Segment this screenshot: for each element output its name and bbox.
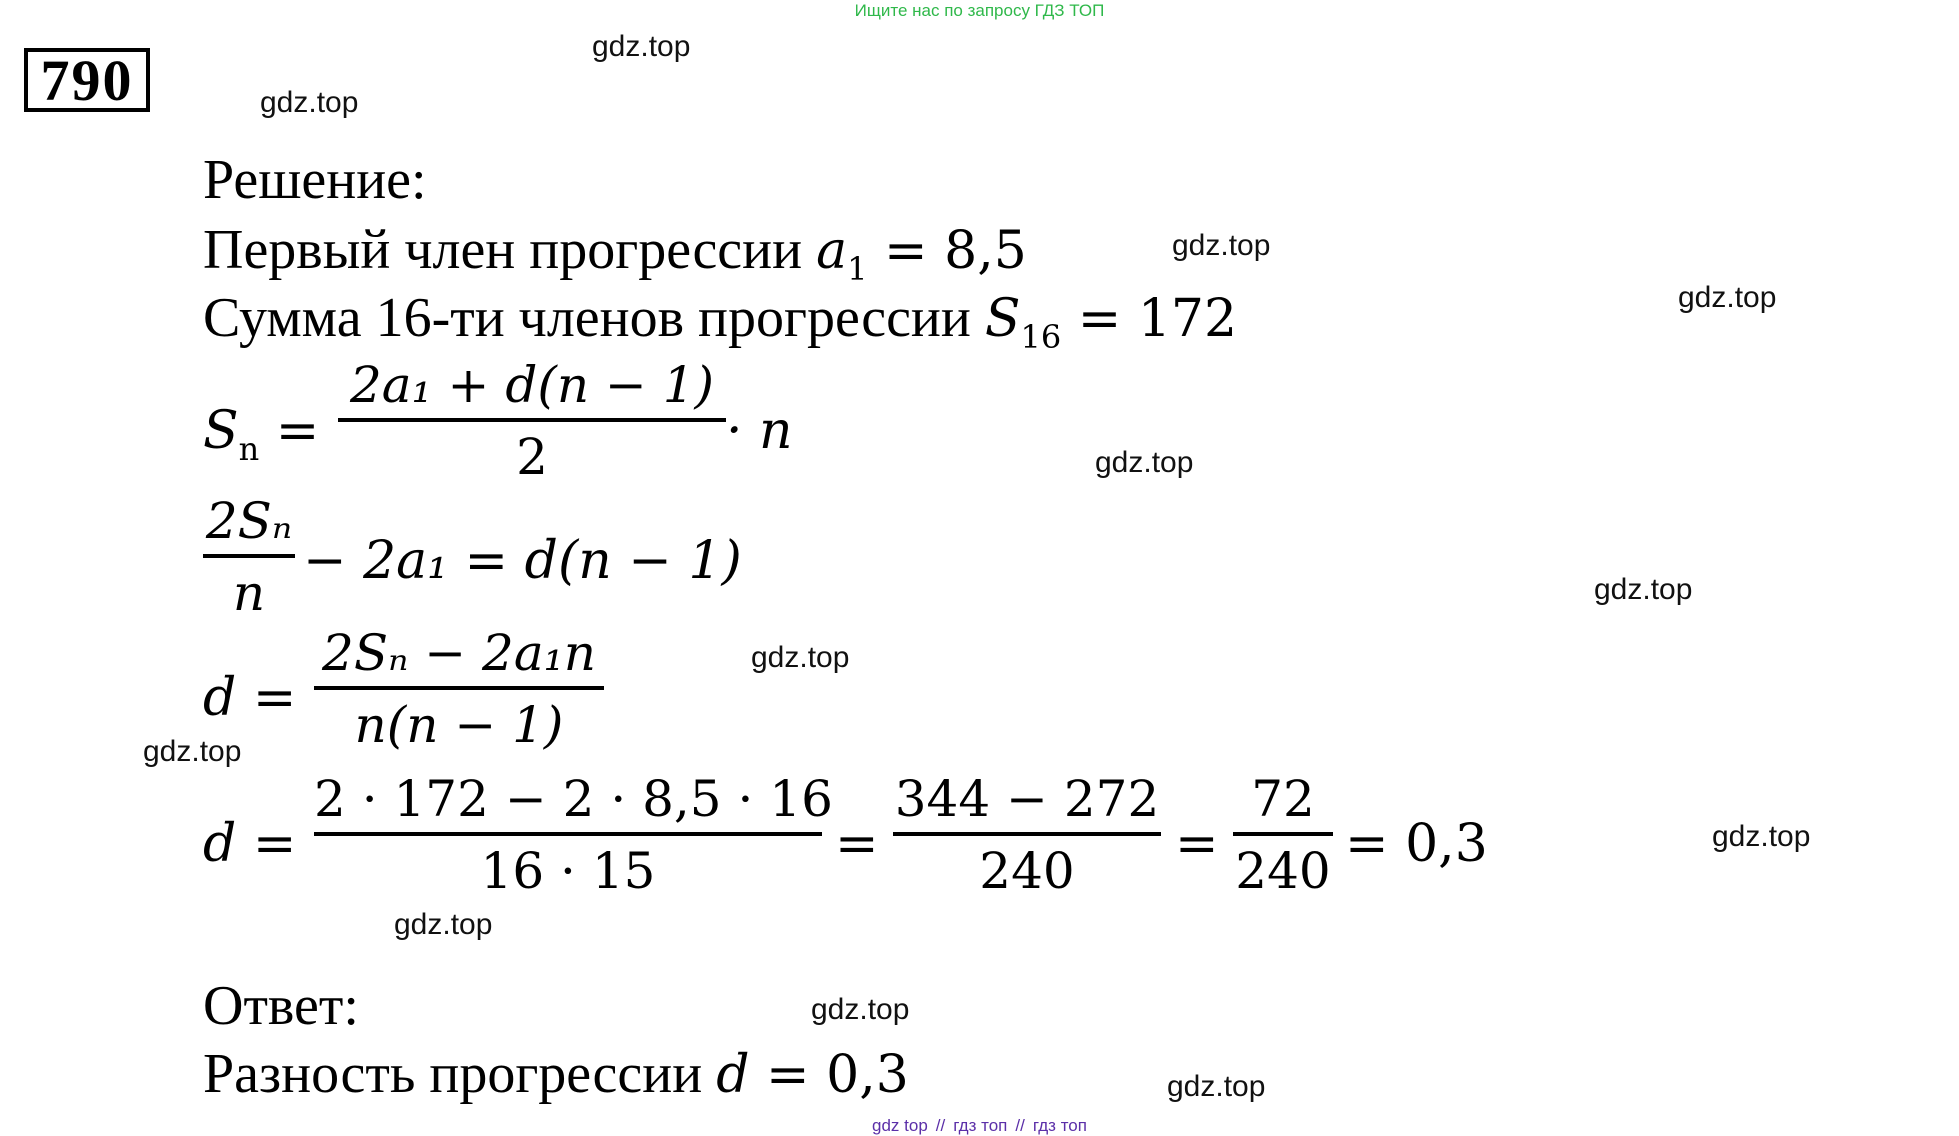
- solution-label: Решение:: [203, 149, 427, 211]
- formula-d-lhs: d =: [203, 668, 297, 728]
- sn-formula-lhs: $S_n$ =: [203, 401, 320, 468]
- watermark: gdz.top: [143, 735, 242, 768]
- formula-2-rest: − 2a₁ = d(n − 1): [303, 531, 742, 591]
- watermark: gdz.top: [260, 86, 359, 119]
- watermark: gdz.top: [1167, 1070, 1266, 1103]
- calc-result: = 0,3: [1345, 814, 1488, 874]
- watermark: gdz.top: [1594, 573, 1693, 606]
- calc-fraction-1: 2 · 172 − 2 · 8,5 · 16 16 · 15: [314, 770, 833, 900]
- footer-links: [0, 1116, 1959, 1136]
- watermark: gdz.top: [1712, 820, 1811, 853]
- footer-separator: //: [935, 1116, 946, 1135]
- watermark: gdz.top: [1095, 446, 1194, 479]
- d-fraction: 2Sₙ − 2a₁n n(n − 1): [314, 628, 604, 750]
- first-term-line: Первый член прогрессии $a_1 = 8,5$: [203, 219, 1027, 288]
- answer-label: Ответ:: [203, 975, 359, 1037]
- sn-fraction: 2a₁ + d(n − 1) 2: [338, 360, 726, 482]
- footer-link[interactable]: гдз топ: [1032, 1116, 1087, 1135]
- footer-link[interactable]: gdz top: [872, 1116, 928, 1135]
- watermark: gdz.top: [811, 993, 910, 1026]
- footer-link[interactable]: гдз топ: [953, 1116, 1008, 1135]
- top-banner[interactable]: Ищите нас по запросу ГДЗ ТОП: [854, 1, 1105, 20]
- problem-number: 790: [24, 48, 150, 112]
- calc-eq-1: =: [835, 814, 879, 874]
- watermark: gdz.top: [1172, 229, 1271, 262]
- sn-tail: · n: [726, 401, 793, 461]
- watermark: gdz.top: [1678, 281, 1777, 314]
- watermark: gdz.top: [751, 641, 850, 674]
- footer-separator: //: [1015, 1116, 1025, 1135]
- calc-fraction-3: 72 240: [1233, 774, 1333, 896]
- sum-line: Сумма 16-ти членов прогрессии $S_{16} = 172$: [203, 287, 1238, 356]
- calc-fraction-2: 344 − 272 240: [894, 770, 1160, 900]
- answer-line: Разность прогрессии d = 0,3: [203, 1043, 909, 1105]
- two-sn-fraction: 2Sₙ n: [203, 496, 295, 618]
- watermark: gdz.top: [592, 30, 691, 63]
- watermark: gdz.top: [394, 908, 493, 941]
- calc-lhs: d =: [203, 814, 297, 874]
- calc-eq-2: =: [1175, 814, 1219, 874]
